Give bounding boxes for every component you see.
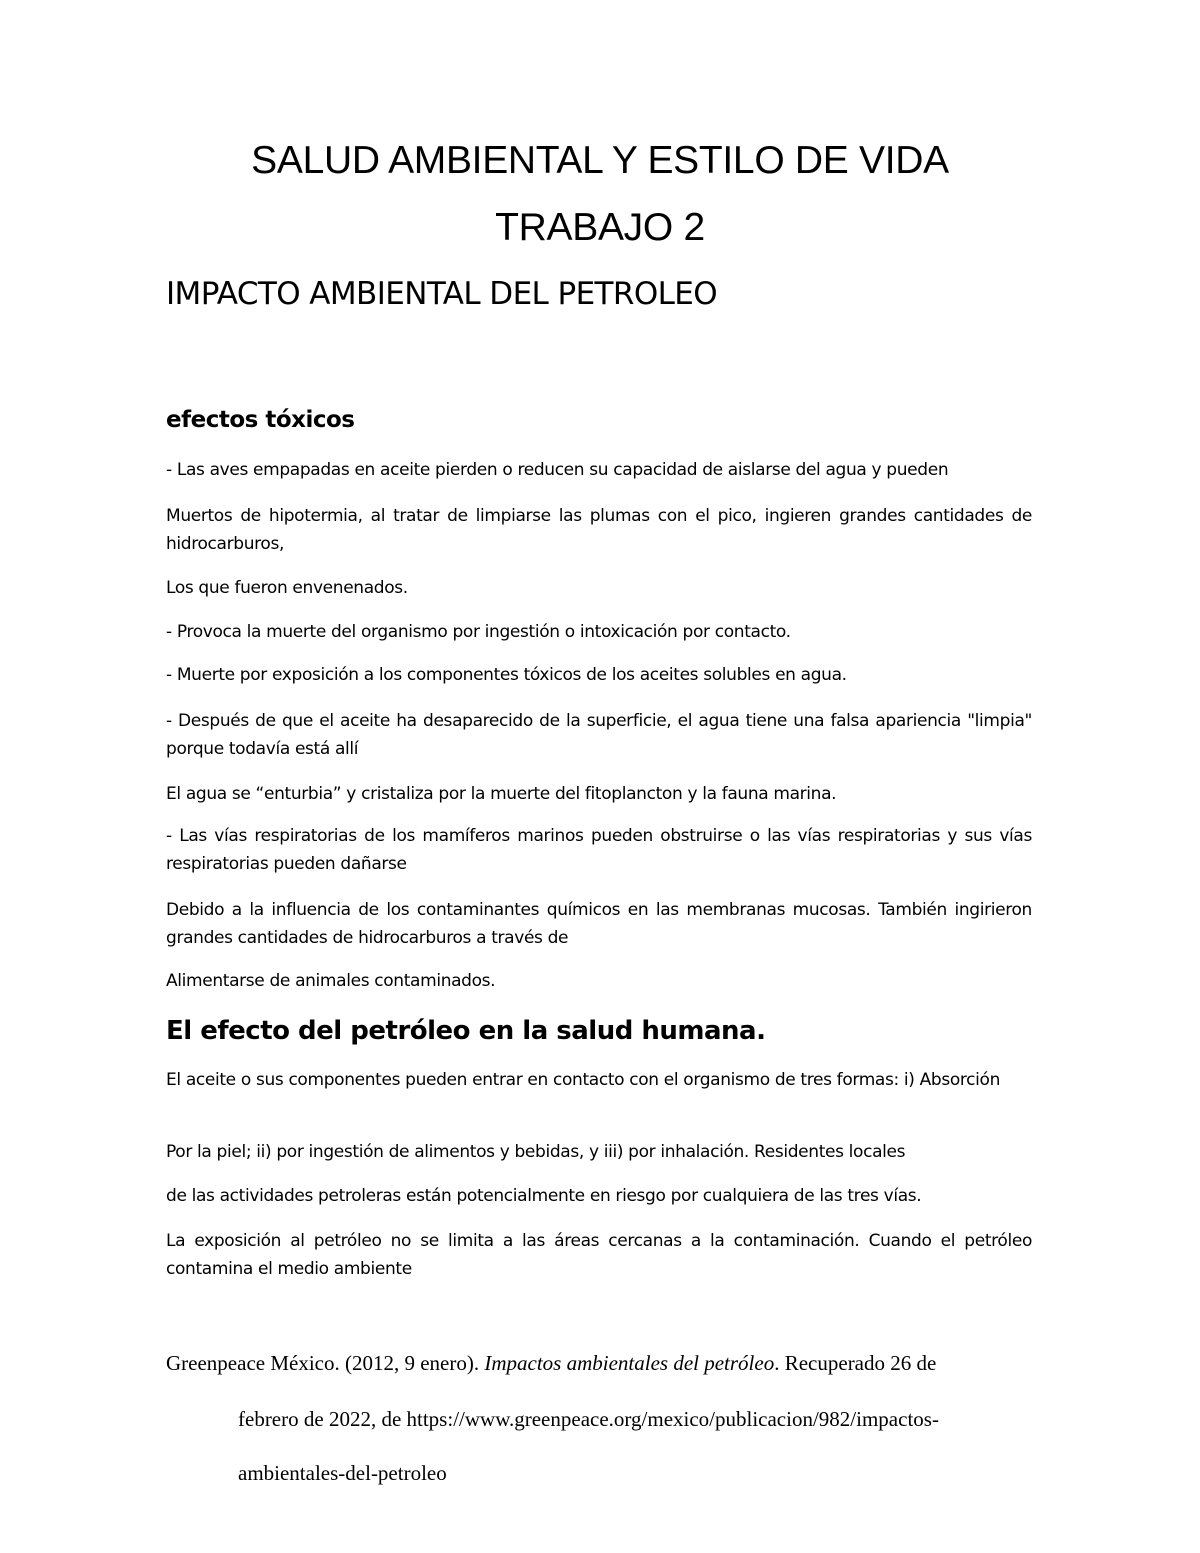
toxic-paragraph: - Muerte por exposición a los componentes tóxicos de los aceites solubles en agua. — [166, 665, 847, 685]
document-subtitle: TRABAJO 2 — [495, 206, 705, 249]
reference-line-2: febrero de 2022, de https://www.greenpeace.org/mexico/publicacion/982/impactos- — [238, 1407, 939, 1431]
toxic-paragraph: - Provoca la muerte del organismo por ingestión o intoxicación por contacto. — [166, 622, 791, 642]
health-paragraph: de las actividades petroleras están potencialmente en riesgo por cualquiera de las tres vías. — [166, 1186, 922, 1206]
health-effects-heading: El efecto del petróleo en la salud humana. — [166, 1016, 766, 1046]
toxic-paragraph: El agua se “enturbia” y cristaliza por la muerte del fitoplancton y la fauna marina. — [166, 784, 837, 804]
toxic-paragraph: - Las vías respiratorias de los mamíferos marinos pueden obstruirse o las vías respiratorias y sus vías respiratorias pueden dañarse — [166, 826, 1032, 874]
health-paragraph: Por la piel; ii) por ingestión de alimentos y bebidas, y iii) por inhalación. Residentes locales — [166, 1142, 906, 1162]
reference-title: Impactos ambientales del petróleo — [484, 1351, 775, 1375]
toxic-paragraph: Los que fueron envenenados. — [166, 578, 408, 598]
document-title: SALUD AMBIENTAL Y ESTILO DE VIDA — [251, 139, 949, 182]
toxic-paragraph: - Las aves empapadas en aceite pierden o reducen su capacidad de aislarse del agua y pueden — [166, 460, 949, 480]
reference-retrieved: . Recuperado 26 de — [774, 1351, 937, 1375]
reference-line-1 — [166, 1349, 936, 1377]
health-paragraph: La exposición al petróleo no se limita a las áreas cercanas a la contaminación. Cuando el petróleo contamina el medio ambiente — [166, 1231, 1032, 1279]
toxic-paragraph: Muertos de hipotermia, al tratar de limpiarse las plumas con el pico, ingieren grandes cantidades de hidrocarburos, — [166, 506, 1032, 554]
toxic-paragraph: - Después de que el aceite ha desaparecido de la superficie, el agua tiene una falsa apariencia "limpia" porque todavía está allí — [166, 711, 1032, 759]
reference-line-3: ambientales-del-petroleo — [238, 1461, 447, 1485]
toxic-paragraph: Debido a la influencia de los contaminantes químicos en las membranas mucosas. También ingirieron grandes cantidades de hidrocarburos a través de — [166, 900, 1032, 948]
toxic-paragraph: Alimentarse de animales contaminados. — [166, 971, 496, 991]
health-paragraph: El aceite o sus componentes pueden entrar en contacto con el organismo de tres formas: i) Absorción — [166, 1070, 1001, 1090]
toxic-effects-heading: efectos tóxicos — [166, 407, 355, 433]
reference-author-date: Greenpeace México. (2012, 9 enero). — [166, 1351, 485, 1375]
section-title: IMPACTO AMBIENTAL DEL PETROLEO — [166, 276, 718, 312]
